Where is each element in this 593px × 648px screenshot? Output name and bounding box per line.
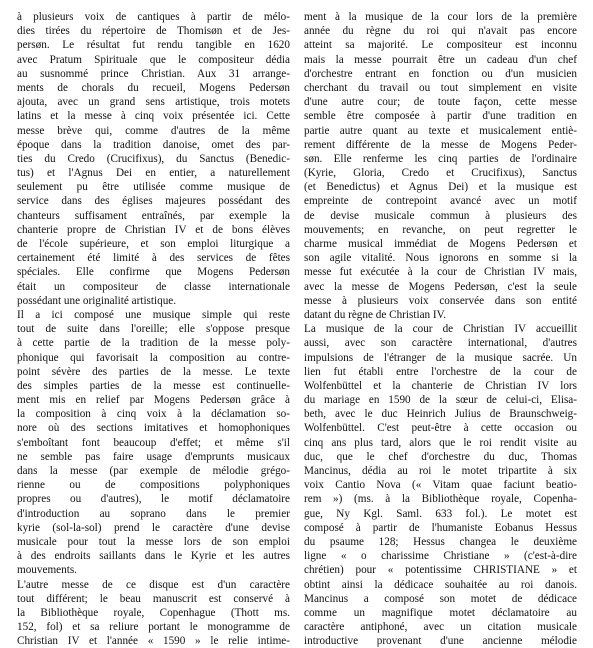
left-column-line: Christian IV et l'année « 1590 » le relie intime- [17, 635, 290, 648]
left-column-line: spéciales. Elle confirme que Mogens Pedersøn [17, 266, 290, 279]
left-column-line: latins et la messe à cinq voix présentée ici. Cette [17, 110, 290, 123]
right-column-line: mouvements; en revanche, on peut regretter le [304, 223, 577, 236]
right-column-line: du psaume 128; Hessus changea le deuxième [304, 535, 577, 548]
right-column-line: Wolfenbüttel et la chanterie de Christian IV lors [304, 379, 577, 392]
right-column-line: Wolfenbüttel. C'est peut-être à cette occasion ou [304, 422, 577, 435]
left-column-line: s'emboîtant font beaucoup d'effet; et même s'il [17, 436, 290, 449]
left-column-line: musicale pour tout la messe lors de son emploi [17, 535, 290, 548]
left-column-line: certainement été limité à des services de fêtes [17, 252, 290, 265]
right-column-line: beth, avec le duc Heinrich Julius de Braunschweig- [304, 408, 577, 421]
left-column-line: dies tirées du répertoire de Thomisøn et de Jes- [17, 25, 290, 38]
right-column-line: caractère antiphoné, avec un citation musicale [304, 621, 577, 634]
left-column-line: au susnommé prince Christian. Aux 31 arrange- [17, 67, 290, 80]
right-column-line: son agile vitalité. Nous ignorons en somme si la [304, 252, 577, 265]
right-column-line: composé à partir de l'humaniste Eobanus Hessus [304, 521, 577, 534]
right-text-column [304, 10, 577, 648]
right-column-line: søn. Elle renferme les cinq parties de l'ordinaire [304, 152, 577, 165]
left-column-line: chanterie propre de Christian IV et de bons élèves [17, 223, 290, 236]
right-column-line: Mancinus, dédia au roi le motet tripartite à six [304, 465, 577, 477]
left-column-line: chanteurs suffisament entraînés, par exemple la [17, 209, 290, 222]
right-column-line: ment à la musique de la cour lors de la première [304, 11, 577, 23]
right-column-line: obtint ainsi la dédicace souhaitée au roi danois. [304, 578, 577, 591]
left-column-line: phonique qui favorisait la composition au contre- [17, 351, 290, 364]
left-column-line: à des endroits saillants dans le Kyrie et les autres [17, 550, 290, 563]
right-column-line: voix Cantio Nova (« Vitam quae faciunt beatio- [304, 479, 577, 492]
left-column-line: à plusieurs voix de cantiques à partir de mélo- [17, 11, 290, 23]
right-column-line: impulsions de l'étranger de la musique sacrée. Un [304, 351, 577, 364]
right-column-line: d'une autre cour; de toute façon, cette messe [304, 96, 577, 109]
left-column-line: tout différent; le beau manuscrit est conservé à [17, 592, 290, 605]
left-column-line: des simples parties de la messe est continuelle- [17, 379, 290, 392]
right-column-line: du mariage en 1590 de la sœur de celui-ci, Elisa- [304, 394, 577, 407]
right-column-line: cherchant du travail ou tout simplement en visite [304, 81, 577, 94]
left-column-line: kyrie (sol-la-sol) prend le caractère d'une devise [17, 521, 290, 534]
left-column-line: seulement pu être utilisée comme musique de [17, 181, 290, 194]
left-column-line: était un compositeur de classe internationale [17, 280, 290, 293]
left-column-line: avec Pratum Spirituale que le compositeur dédia [17, 53, 290, 66]
left-column-line: ment mis en relief par Mogens Pedersøn grâce à [17, 394, 290, 407]
left-column-line: mouvements. [17, 564, 77, 577]
left-column-line: nore où des sections imitatives et homophoniques [17, 422, 290, 435]
right-column-line: (Kyrie, Gloria, Credo et Crucifixus), Sanctus [304, 167, 577, 180]
right-column-line: semble être composée à partir d'une tradition en [304, 110, 577, 123]
right-column-line: d'orchestre entrant en fonction ou d'un musicien [304, 67, 577, 80]
left-column-line: la composition à cinq voix à la déclamation so- [17, 408, 290, 421]
left-column-line: tus) et l'Agnus Dei en entier, a naturellement [17, 167, 290, 180]
left-column-line: dans la messe (par exemple de mélodie grégo- [17, 465, 290, 477]
right-column-line: gue, Ny Kgl. Saml. 633 fol.). Le motet est [304, 507, 577, 520]
left-column-line: messe brève qui, comme d'autres de la même [17, 124, 290, 137]
right-column-line: (et Benedictus) et Agnus Dei) et la musique est [304, 181, 577, 194]
left-column-line: ne semble pas faire usage d'emprunts musicaux [17, 450, 290, 463]
left-column-line: ments de chorals du recueil, Mogens Pedersøn [17, 81, 290, 94]
right-column-line: introductive provenant d'une ancienne mélodie [304, 635, 577, 648]
left-column-line: époque dans la tradition danoise, omet des par- [17, 138, 290, 151]
right-column-line: ligne « o charissime Christiane » (c'est-à-dire [304, 550, 577, 563]
left-column-line: d'introduction au soprano dans le premier [17, 507, 290, 520]
left-column-line: 152, fol) et sa reliure portant le monogramme de [17, 621, 290, 634]
right-column-line: Mancinus a composé son motet de dédicace [304, 592, 577, 605]
right-column-line: rement différente de la messe de Mogens Peder- [304, 138, 577, 151]
left-column-line: service dans des églises majeures possédant des [17, 195, 290, 208]
left-column-line: ajouta, avec un grand sens artistique, trois motets [17, 96, 290, 109]
right-column-line: messe à plusieurs voix conservée dans son entité [304, 294, 577, 307]
left-column-line: de l'école supérieure, et son emploi liturgique a [17, 238, 290, 250]
right-column-line: lien fut établi entre l'orchestre de la cour de [304, 365, 577, 378]
right-column-line: mais la messe pourrait être un cadeau d'un chef [304, 53, 577, 66]
right-column-line: aussi, avec son caractère international, d'autres [304, 337, 577, 350]
right-column-line: chrétien) pour « potentissime CHRISTIANE » et [304, 564, 577, 577]
right-column-line: charme musical immédiat de Mogens Pedersøn et [304, 238, 577, 250]
right-column-line: La musique de la cour de Christian IV accueillit [304, 323, 577, 336]
right-column-line: empreinte de contrepoint avancé avec un motif [304, 195, 577, 208]
left-column-line: à cette partie de la tradition de la messe poly- [17, 337, 290, 350]
right-column-line: duc, que le chef d'orchestre du duc, Thomas [304, 450, 577, 463]
right-column-line: partie autre quant au texte et musicalement entiè- [304, 124, 577, 137]
left-column-line: propres ou d'autres), le motif déclamatoire [17, 493, 290, 506]
right-column-line: avec la messe de Mogens Pedersøn, c'est la seule [304, 280, 577, 293]
right-column-line: de devise musicale commun à plusieurs des [304, 209, 577, 222]
left-column-line: persøn. Le résultat fut rendu tangible en 1620 [17, 39, 290, 52]
left-column-line: Il a ici composé une musique simple qui reste [17, 308, 290, 321]
right-column-line: cinq ans plus tard, alors que le roi rendit visite au [304, 436, 577, 449]
left-column-line: L'autre messe de ce disque est d'un caractère [17, 578, 290, 591]
left-column-line: possédant une originalité artistique. [17, 294, 177, 307]
left-text-column [17, 10, 290, 648]
left-column-line: tout de suite dans l'oreille; elle s'oppose presque [17, 323, 290, 336]
left-column-line: point sévère des parties de la messe. Le texte [17, 365, 290, 378]
right-column-line: année du règne du roi qui n'avait pas encore [304, 25, 577, 38]
right-column-line: atteint sa majorité. Le compositeur est inconnu [304, 39, 577, 52]
right-column-line: messe fut exécutée à la cour de Christian IV mais, [304, 266, 577, 279]
left-column-line: rienne ou de compositions polyphoniques [17, 479, 290, 492]
right-column-line: rem ») (ms. à la Bibliothèque royale, Copenha- [304, 493, 577, 506]
right-column-line: comme un magnifique motet déclamatoire au [304, 606, 577, 619]
left-column-line: ties du Credo (Crucifixus), du Sanctus (Benedic- [17, 152, 290, 165]
left-column-line: la Bibliothèque royale, Copenhague (Thott ms. [17, 606, 290, 619]
right-column-line: datant du règne de Christian IV. [304, 308, 447, 321]
